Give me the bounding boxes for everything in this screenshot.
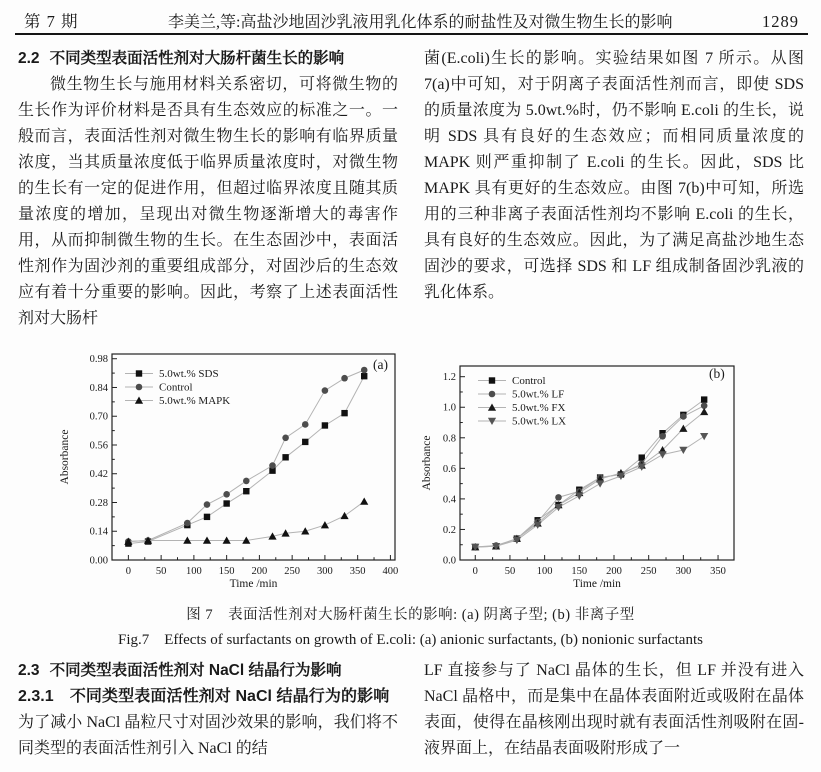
svg-text:100: 100: [536, 566, 553, 577]
section-2-3-1-heading: 2.3.1 不同类型表面活性剂对 NaCl 结晶行为的影响: [18, 688, 390, 705]
figure-caption-en: Fig.7 Effects of surfactants on growth of E.coli: (a) anionic surfactants, (b) nonionic surfactants: [118, 632, 703, 648]
svg-text:0.0: 0.0: [442, 555, 456, 567]
running-title: 李美兰,等:高盐沙地固沙乳液用乳化体系的耐盐性及对微生物生长的影响: [168, 14, 673, 31]
svg-text:0.56: 0.56: [89, 440, 108, 452]
series--wt-lx: [471, 433, 708, 551]
svg-text:0: 0: [472, 566, 478, 577]
svg-text:5.0wt.% FX: 5.0wt.% FX: [512, 402, 566, 414]
svg-text:0.4: 0.4: [442, 494, 456, 506]
svg-text:200: 200: [606, 566, 622, 577]
figure-7a: [57, 345, 412, 610]
svg-text:Control: Control: [512, 375, 546, 387]
section-title: 不同类型表面活性剂对 NaCl 结晶行为影响: [49, 662, 342, 679]
figure-caption-zh: 图 7 表面活性剂对大肠杆菌生长的影响: (a) 阴离子型; (b) 非离子型: [186, 607, 635, 623]
legend: [478, 375, 566, 428]
section-2-3-heading: [18, 658, 398, 684]
svg-text:50: 50: [155, 566, 167, 577]
svg-text:0.14: 0.14: [89, 526, 108, 538]
svg-text:250: 250: [640, 566, 657, 577]
section-number: 2.3: [18, 662, 40, 679]
svg-text:200: 200: [251, 566, 268, 577]
header-divider: [15, 33, 808, 35]
chart-b-svg: [412, 345, 762, 605]
left-column: [18, 46, 398, 332]
panel-label: (b): [709, 366, 725, 381]
body-paragraph: [18, 684, 398, 762]
plot-frame: [460, 366, 734, 560]
svg-text:1.0: 1.0: [442, 402, 456, 414]
svg-text:0.8: 0.8: [442, 433, 456, 445]
svg-text:1.2: 1.2: [442, 372, 456, 384]
right-column: [424, 46, 804, 332]
svg-text:350: 350: [349, 566, 366, 577]
section-title: 不同类型表面活性剂对大肠杆菌生长的影响: [49, 50, 345, 67]
body-paragraph: LF 直接参与了 NaCl 晶体的生长，但 LF 并没有进入 NaCl 晶格中，而是集中在晶体表面附近或吸附在晶体表面，使得在晶核刚出现时就有表面活性剂吸附在固-液界面上，在结晶表面吸附形成了一: [424, 662, 804, 757]
svg-text:300: 300: [317, 566, 333, 577]
svg-text:150: 150: [571, 566, 588, 577]
figure-7b: [412, 345, 762, 610]
svg-text:Absorbance: Absorbance: [59, 429, 71, 485]
svg-text:Absorbance: Absorbance: [421, 435, 433, 491]
svg-text:400: 400: [382, 566, 399, 577]
page-header: [24, 8, 799, 32]
svg-text:50: 50: [504, 566, 516, 577]
panel-label: (a): [373, 357, 388, 372]
svg-text:300: 300: [675, 566, 692, 577]
body-paragraph: 微生物生长与施用材料关系密切，可将微生物的生长作为评价材料是否具有生态效应的标准之一。一般而言，表面活性剂对微生物生长的影响有临界质量浓度，当其质量浓度低于临界质量浓度时，对微生物的生长有一定的促进作用，但超过临界浓度且随其质量浓度的增加，呈现出对微生物逐渐增大的毒害作用，从而抑制微生物的生长。在生态固沙中，表面活性剂作为固沙剂的重要组成部分，对固沙后的生态效应有着十分重要的影响。因此，考察了上述表面活性剂对大肠杆: [18, 76, 398, 327]
section-2-3: [18, 658, 805, 762]
y-axis: [421, 372, 465, 566]
svg-text:5.0wt.% LX: 5.0wt.% LX: [512, 415, 567, 428]
svg-text:350: 350: [710, 566, 726, 577]
svg-text:0.28: 0.28: [89, 497, 108, 509]
y-axis: [59, 354, 117, 566]
svg-text:0.98: 0.98: [89, 354, 108, 366]
svg-text:0.70: 0.70: [89, 411, 108, 423]
left-column: [18, 658, 398, 762]
svg-text:250: 250: [284, 566, 301, 577]
svg-text:Control: Control: [159, 381, 193, 394]
svg-text:150: 150: [218, 566, 235, 577]
legend: [125, 368, 230, 407]
right-column: [424, 658, 804, 762]
svg-text:0.42: 0.42: [89, 469, 108, 481]
series--wt-mapk: [124, 497, 368, 544]
section-2-2: [18, 46, 805, 332]
section-number: 2.2: [18, 50, 40, 67]
chart-a-svg: [57, 345, 412, 605]
svg-text:5.0wt.% LF: 5.0wt.% LF: [512, 388, 565, 401]
section-2-2-heading: [18, 46, 398, 72]
svg-text:0.84: 0.84: [89, 382, 108, 394]
plot-frame: [112, 354, 395, 560]
body-paragraph: 菌(E.coli)生长的影响。实验结果如图 7 所示。从图 7(a)中可知，对于阴离子表面活性剂而言，即使 SDS 的质量浓度为 5.0wt.%时，仍不影响 E.coli 的生长，说明 SDS 具有良好的生态效应；而相同质量浓度的 MAPK 则严重抑制了 E.coli 的生长。因此，SDS 比 MAPK 具有更好的生态效应。由图 7(b)中可知，所选用的三种非离子表面活性剂均不影响 E.coli 的生长，具有良好的生态效应。因此，为了满足高盐沙地生态固沙的要求，可选择 SDS 和 LF 组成制备固沙乳液的乳化体系。: [424, 50, 804, 301]
svg-text:0.6: 0.6: [442, 463, 456, 475]
page-number: 1289: [762, 12, 799, 31]
paragraph-text: 为了减小 NaCl 晶粒尺寸对固沙效果的影响，我们将不同类型的表面活性剂引入 NaCl 的结: [18, 714, 398, 757]
svg-text:0.00: 0.00: [89, 555, 108, 567]
svg-text:0.2: 0.2: [442, 524, 456, 536]
issue-label: 第 7 期: [24, 12, 79, 31]
svg-text:Time /min: Time /min: [229, 578, 278, 590]
svg-text:Time /min: Time /min: [573, 578, 621, 590]
series--wt-fx: [471, 408, 708, 550]
svg-text:5.0wt.% SDS: 5.0wt.% SDS: [159, 368, 219, 380]
svg-text:0: 0: [125, 566, 132, 577]
svg-text:100: 100: [186, 566, 202, 577]
series-control: [472, 396, 707, 550]
svg-text:5.0wt.% MAPK: 5.0wt.% MAPK: [159, 395, 231, 407]
